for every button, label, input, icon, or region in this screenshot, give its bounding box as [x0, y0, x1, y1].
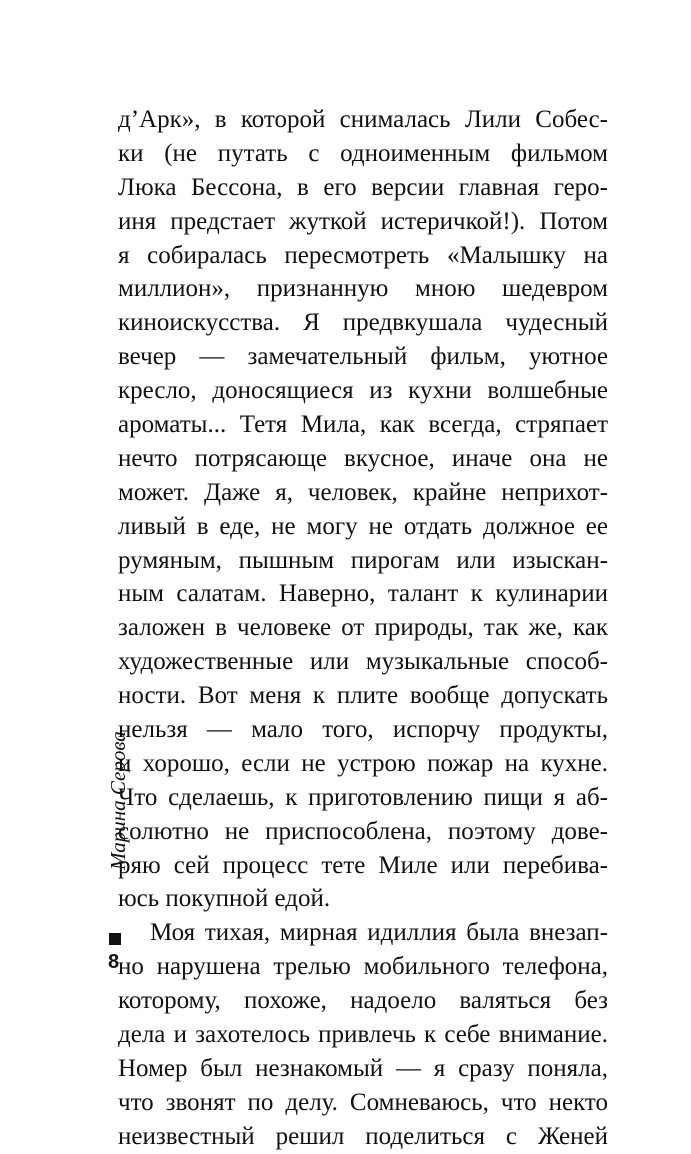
text-line: ности. Вот меня к плите вообще допускать [118, 682, 608, 710]
text-line: ки (не путать с одноименным фильмом [118, 139, 608, 167]
text-line: румяным, пышным пирогам или изыскан- [118, 546, 608, 574]
paragraph-first-line: Моя тихая, мирная идиллия была внезап- [150, 919, 608, 947]
text-line: миллион», признанную мною шедевром [118, 275, 608, 303]
text-line: ароматы... Тетя Мила, как всегда, стряпает [118, 411, 608, 439]
text-line: ряю сей процесс тете Миле или перебива- [118, 851, 608, 879]
text-line: ливый в еде, не могу не отдать должное ее [118, 512, 608, 540]
text-line: иня предстает жуткой истеричкой!). Потом [118, 207, 608, 235]
text-line: Номер был незнакомый — я сразу поняла, [118, 1054, 608, 1082]
text-line: киноискусства. Я предвкушала чудесный [118, 309, 608, 337]
text-line: которому, похоже, надоело валяться без [118, 987, 608, 1015]
text-line: художественные или музыкальные способ- [118, 648, 608, 676]
text-line: солютно не приспособлена, поэтому дове- [118, 817, 608, 845]
text-line: Люка Бессона, в его версии главная геро- [118, 173, 608, 201]
text-line: дела и захотелось привлечь к себе внимание. [118, 1021, 608, 1049]
text-line: я собиралась пересмотреть «Малышку на [118, 241, 608, 269]
text-line: нельзя — мало того, испорчу продукты, [118, 716, 608, 744]
text-line: но нарушена трелью мобильного телефона, [118, 953, 608, 981]
text-line: заложен в человеке от природы, так же, как [118, 614, 608, 642]
square-marker-icon [109, 933, 121, 945]
text-line: д’Арк», в которой снималась Лили Собес- [118, 106, 608, 133]
paragraph-last-line: юсь покупной едой. [118, 885, 331, 913]
text-line: кресло, доносящиеся из кухни волшебные [118, 377, 608, 405]
running-head-author: Марина Серова [106, 731, 130, 870]
text-line: и хорошо, если не устрою пожар на кухне. [118, 749, 608, 777]
text-line: может. Даже я, человек, крайне неприхот- [118, 478, 608, 506]
text-line: вечер — замечательный фильм, уютное [118, 343, 608, 371]
text-line: Что сделаешь, к приготовлению пищи я аб- [118, 783, 608, 811]
text-line: что звонят по делу. Сомневаюсь, что некто [118, 1088, 608, 1116]
text-line: ным салатам. Наверно, талант к кулинарии [118, 580, 608, 608]
page-number: 8 [108, 951, 120, 973]
body-text [118, 103, 608, 1154]
text-line: нечто потрясающе вкусное, иначе она не [118, 444, 608, 472]
text-line: неизвестный решил поделиться с Женей [118, 1122, 608, 1150]
